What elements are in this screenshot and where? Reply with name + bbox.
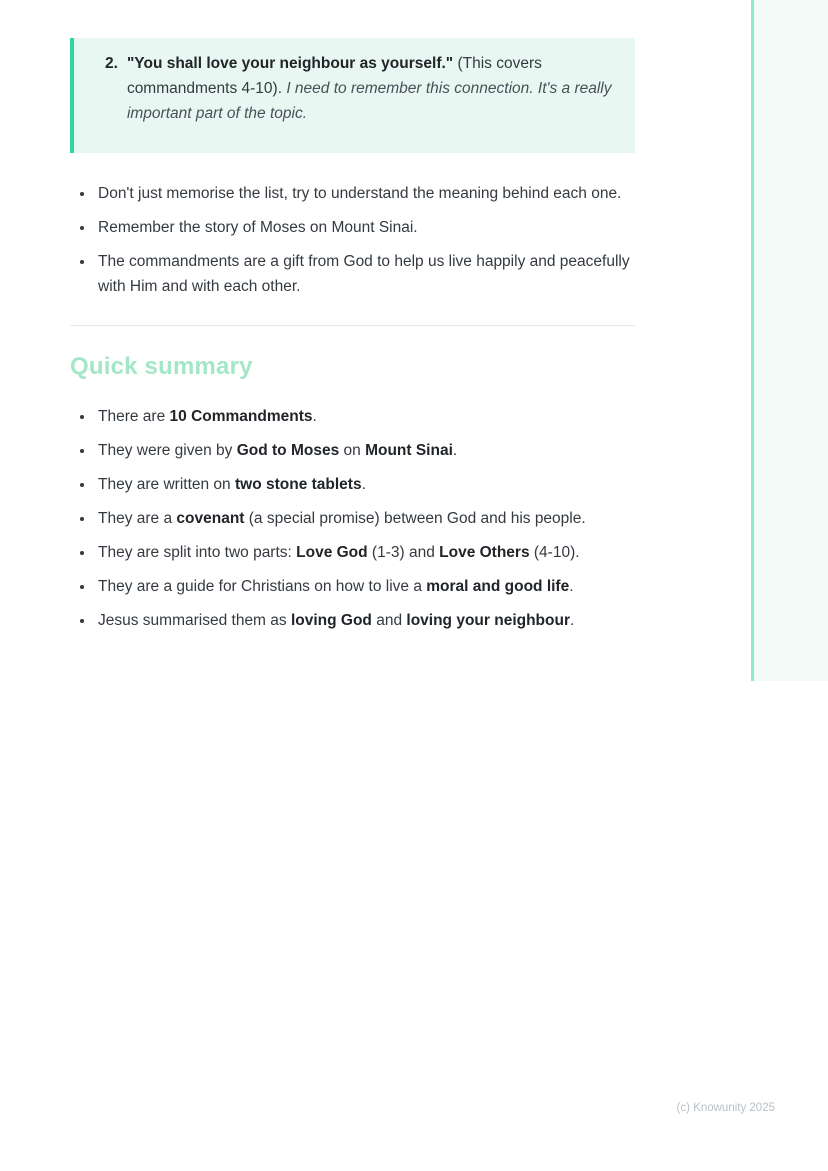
summary-item bbox=[95, 574, 635, 599]
text-segment: I need to remember this connection. It's a really important part of the topic. bbox=[126, 80, 612, 122]
content-column bbox=[70, 38, 635, 642]
text-segment: God to Moses bbox=[236, 442, 340, 459]
summary-item bbox=[95, 540, 635, 565]
text-segment: There are bbox=[98, 408, 170, 425]
text-segment: 10 Commandments bbox=[169, 408, 313, 425]
text-segment: moral and good life bbox=[426, 578, 570, 595]
text-segment: They are written on bbox=[98, 476, 235, 493]
text-segment: They are a bbox=[98, 510, 177, 527]
text-segment: loving your neighbour bbox=[406, 612, 570, 629]
text-segment: on bbox=[339, 442, 366, 459]
text-segment: loving God bbox=[290, 612, 372, 629]
summary-item bbox=[95, 404, 635, 429]
text-segment: (a special promise) between God and his people. bbox=[244, 510, 586, 527]
summary-list bbox=[70, 404, 635, 633]
section-divider bbox=[70, 325, 635, 326]
callout-item-number: 2. bbox=[105, 55, 118, 72]
copyright-footer: (c) Knowunity 2025 bbox=[676, 1102, 775, 1114]
callout-quote-block bbox=[70, 38, 635, 153]
text-segment: They are split into two parts: bbox=[98, 544, 297, 561]
text-segment: . bbox=[569, 578, 574, 595]
text-segment: Jesus summarised them as bbox=[98, 612, 291, 629]
text-segment: "You shall love your neighbour as yourself." bbox=[126, 55, 454, 72]
tip-item: • Don't just memorise the list, try to understand the meaning behind each one. bbox=[95, 181, 635, 206]
text-segment: . bbox=[361, 476, 366, 493]
summary-item bbox=[95, 506, 635, 531]
summary-item bbox=[95, 608, 635, 633]
text-segment: . bbox=[452, 442, 458, 459]
text-segment: two stone tablets bbox=[234, 476, 362, 493]
callout-list-item bbox=[105, 51, 617, 126]
callout-text bbox=[127, 51, 617, 126]
text-segment: Love Others bbox=[439, 544, 530, 561]
text-segment: . bbox=[312, 408, 317, 425]
text-segment: (This covers commandments 4-10). bbox=[126, 55, 542, 97]
tip-item: • Remember the story of Moses on Mount Sinai. bbox=[95, 215, 635, 240]
text-segment: Love God bbox=[296, 544, 368, 561]
summary-item bbox=[95, 472, 635, 497]
text-segment: covenant bbox=[176, 510, 245, 527]
tips-list bbox=[70, 181, 635, 299]
text-segment: . bbox=[570, 612, 575, 629]
right-margin-stripe bbox=[751, 0, 828, 681]
summary-item bbox=[95, 438, 635, 463]
text-segment: They are a guide for Christians on how to live a bbox=[98, 578, 427, 595]
quick-summary-heading: Quick summary bbox=[70, 353, 253, 380]
tip-item: • The commandments are a gift from God to help us live happily and peacefully with Him and with each other. bbox=[95, 249, 635, 299]
text-segment: and bbox=[371, 612, 407, 629]
text-segment: (1-3) and bbox=[367, 544, 440, 561]
text-segment: Mount Sinai bbox=[365, 442, 453, 459]
text-segment: They were given by bbox=[98, 442, 237, 459]
text-segment: (4-10). bbox=[529, 544, 580, 561]
